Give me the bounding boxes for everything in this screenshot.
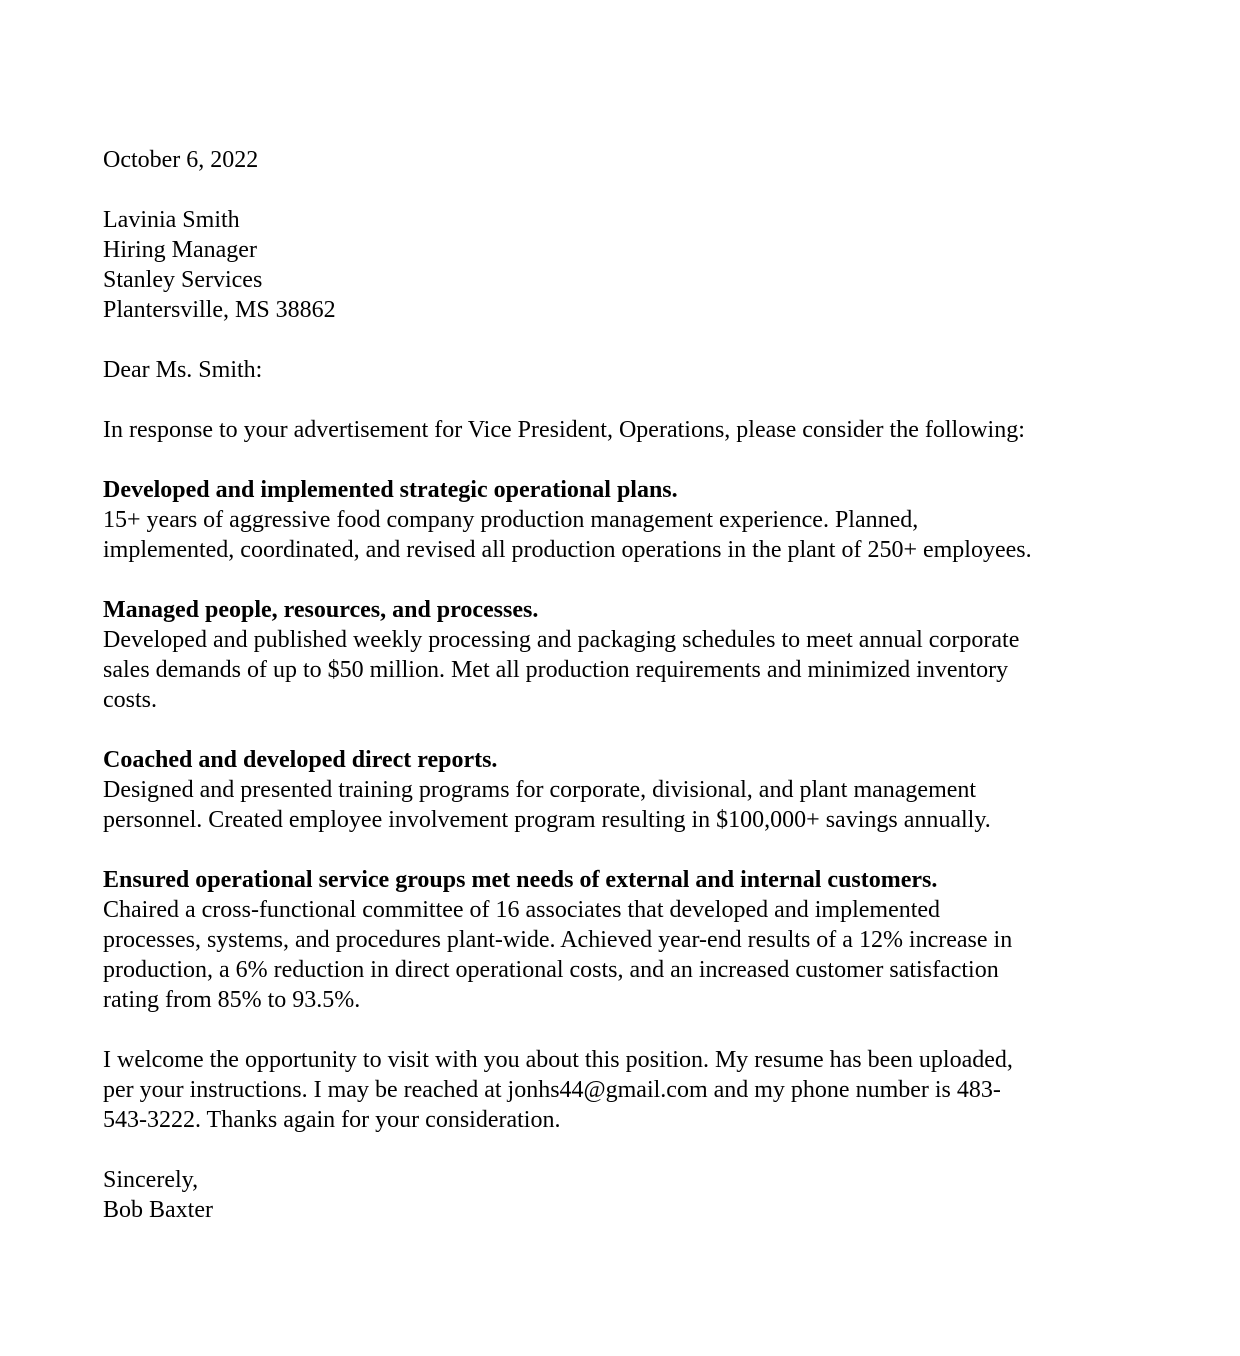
signature-name: Bob Baxter	[103, 1197, 213, 1223]
intro-block	[103, 415, 1113, 445]
recipient-city-state-zip: Plantersville, MS 38862	[103, 297, 336, 323]
accomplishment-section	[103, 475, 1113, 565]
closing: Sincerely,	[103, 1167, 199, 1193]
signature-block	[103, 1165, 1113, 1225]
section-body	[103, 625, 1113, 715]
closing-paragraph-line: I welcome the opportunity to visit with you about this position. My resume has been uploaded,	[103, 1047, 1013, 1073]
section-body	[103, 775, 1113, 835]
section-body	[103, 505, 1113, 565]
section-body-line: sales demands of up to $50 million. Met all production requirements and minimized inventory	[103, 657, 1009, 683]
accomplishment-section	[103, 595, 1113, 715]
salutation: Dear Ms. Smith:	[103, 357, 263, 383]
letter-page	[103, 145, 1113, 1225]
closing-paragraph	[103, 1045, 1113, 1135]
section-heading: Coached and developed direct reports.	[103, 747, 498, 773]
section-body-line: processes, systems, and procedures plant-wide. Achieved year-end results of a 12% increase in	[103, 927, 1013, 953]
section-body-line: costs.	[103, 687, 157, 713]
section-body-line: Developed and published weekly processing and packaging schedules to meet annual corporate	[103, 627, 1020, 653]
section-body-line: Chaired a cross-functional committee of 16 associates that developed and implemented	[103, 897, 941, 923]
section-heading: Developed and implemented strategic operational plans.	[103, 477, 678, 503]
section-body	[103, 895, 1113, 1015]
section-body-line: 15+ years of aggressive food company production management experience. Planned,	[103, 507, 919, 533]
recipient-company: Stanley Services	[103, 267, 263, 293]
accomplishment-section	[103, 745, 1113, 835]
section-heading: Ensured operational service groups met needs of external and internal customers.	[103, 867, 938, 893]
section-body-line: rating from 85% to 93.5%.	[103, 987, 361, 1013]
section-heading: Managed people, resources, and processes.	[103, 597, 539, 623]
letter-date-block	[103, 145, 1113, 175]
closing-paragraph-line: 543-3222. Thanks again for your consideration.	[103, 1107, 561, 1133]
section-body-line: personnel. Created employee involvement program resulting in $100,000+ savings annually.	[103, 807, 991, 833]
letter-date: October 6, 2022	[103, 147, 259, 173]
salutation-block	[103, 355, 1113, 385]
section-body-line: implemented, coordinated, and revised all production operations in the plant of 250+ employees.	[103, 537, 1032, 563]
section-body-line: Designed and presented training programs for corporate, divisional, and plant management	[103, 777, 977, 803]
section-body-line: production, a 6% reduction in direct operational costs, and an increased customer satisfaction	[103, 957, 999, 983]
intro-paragraph: In response to your advertisement for Vice President, Operations, please consider the following:	[103, 417, 1025, 443]
recipient-address	[103, 205, 1113, 325]
accomplishment-section	[103, 865, 1113, 1015]
recipient-title: Hiring Manager	[103, 237, 257, 263]
closing-paragraph-line: per your instructions. I may be reached at jonhs44@gmail.com and my phone number is 483-	[103, 1077, 1001, 1103]
recipient-name: Lavinia Smith	[103, 207, 240, 233]
